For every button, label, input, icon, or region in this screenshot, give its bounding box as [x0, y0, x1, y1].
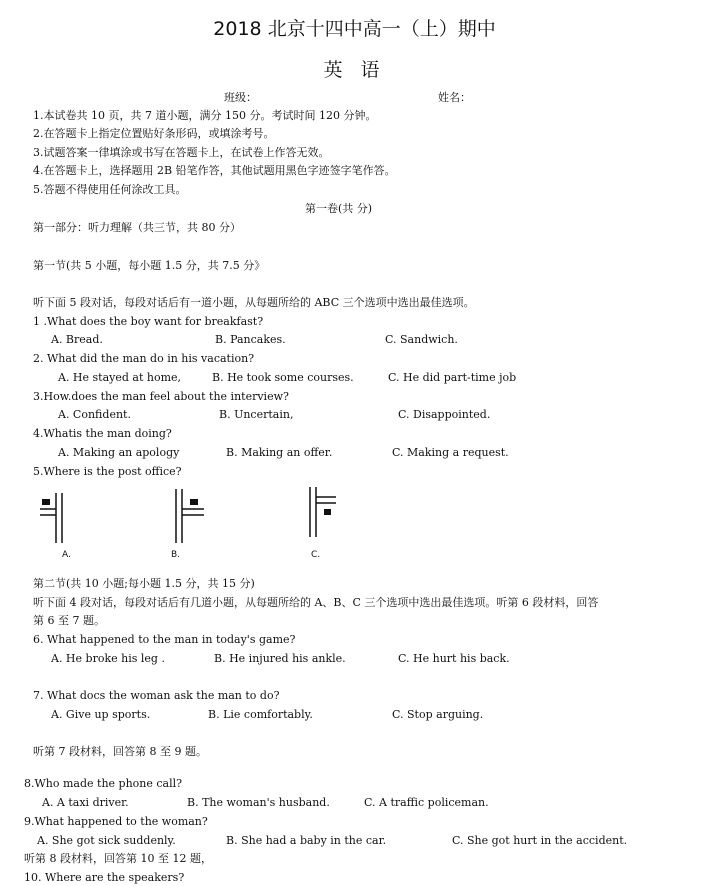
q6-option-a: A. He broke his leg . [51, 652, 165, 665]
q2-option-b: B. He took some courses. [212, 371, 354, 384]
q9-option-a: A. She got sick suddenly. [37, 834, 176, 847]
question-3: 3.How.does the man feel about the interview? [33, 390, 289, 403]
map-label-c: C. [311, 550, 321, 560]
instruction-2: 2.在答题卡上指定位置贴好条形码，或填涂考号。 [33, 127, 275, 140]
q6-option-c: C. He hurt his back. [398, 652, 510, 665]
section2-title: 第二节(共 10 小题;每小题 1.5 分，共 15 分) [33, 577, 255, 590]
q3-option-c: C. Disappointed. [398, 408, 491, 421]
volume-title: 第一卷(共 分) [305, 202, 373, 215]
q4-option-a: A. Making an apology [58, 446, 180, 459]
map-option-c [302, 485, 346, 545]
question-1: 1 .What does the boy want for breakfast? [33, 315, 264, 328]
section2-instructions-cont: 第 6 至 7 题。 [33, 614, 105, 627]
map-label-b: B. [171, 550, 181, 560]
question-6: 6. What happened to the man in today's game? [33, 633, 296, 646]
q2-option-a: A. He stayed at home, [58, 371, 182, 384]
map-option-b [164, 485, 208, 545]
map-label-a: A. [62, 550, 71, 560]
instruction-4: 4.在答题卡上，选择题用 2B 铅笔作答，其他试题用黑色字迹签字笔作答。 [33, 164, 396, 177]
question-2: 2. What did the man do in his vacation? [33, 352, 255, 365]
section1-title: 第一节(共 5 小题，每小题 1.5 分，共 7.5 分》 [33, 259, 266, 272]
question-7: 7. What docs the woman ask the man to do? [33, 689, 280, 702]
instruction-1: 1.本试卷共 10 页，共 7 道小题，满分 150 分。考试时间 120 分钟。 [33, 109, 377, 122]
subject-title: 英 语 [323, 59, 386, 81]
q8-option-a: A. A taxi driver. [42, 796, 129, 809]
q9-option-c: C. She got hurt in the accident. [452, 834, 628, 847]
passage-8-note: 听第 8 段材料，回答第 10 至 12 题， [24, 852, 212, 865]
q9-option-b: B. She had a baby in the car. [226, 834, 387, 847]
q3-option-a: A. Confident. [58, 408, 131, 421]
instruction-5: 5.答题不得使用任何涂改工具。 [33, 183, 187, 196]
part1-title: 第一部分：听力理解（共三节，共 80 分） [33, 221, 241, 234]
section2-instructions: 听下面 4 段对话，每段对话后有几道小题，从每题所给的 A、B、C 三个选项中选出最佳选项。听第 6 段材料，回答 [33, 596, 599, 609]
section1-instructions: 听下面 5 段对话，每段对话后有一道小题，从每题所给的 ABC 三个选项中选出最佳选项。 [33, 296, 475, 309]
passage-7-note: 听第 7 段材料，回答第 8 至 9 题。 [33, 745, 207, 758]
q1-option-a: A. Bread. [51, 333, 103, 346]
question-9: 9.What happened to the woman? [24, 815, 208, 828]
q6-option-b: B. He injured his ankle. [214, 652, 346, 665]
q4-option-b: B. Making an offer. [226, 446, 333, 459]
q1-option-c: C. Sandwich. [385, 333, 458, 346]
q7-option-b: B. Lie comfortably. [208, 708, 313, 721]
q3-option-b: B. Uncertain, [219, 408, 294, 421]
q7-option-c: C. Stop arguing. [392, 708, 484, 721]
q7-option-a: A. Give up sports. [51, 708, 151, 721]
question-4: 4.Whatis the man doing? [33, 427, 172, 440]
map-option-a [38, 485, 78, 545]
q2-option-c: C. He did part-time job [388, 371, 517, 384]
q1-option-b: B. Pancakes. [215, 333, 286, 346]
name-label: 姓名： [438, 91, 471, 104]
q8-option-b: B. The woman's husband. [187, 796, 330, 809]
q8-option-c: C. A traffic policeman. [364, 796, 489, 809]
question-8: 8.Who made the phone call? [24, 777, 183, 790]
instruction-3: 3.试题答案一律填涂或书写在答题卡上，在试卷上作答无效。 [33, 146, 330, 159]
class-label: 班级： [224, 91, 257, 104]
question-5: 5.Where is the post office? [33, 465, 182, 478]
q4-option-c: C. Making a request. [392, 446, 509, 459]
page-title: 2018 北京十四中高一（上）期中 [213, 18, 496, 40]
question-10: 10. Where are the speakers? [24, 871, 185, 884]
